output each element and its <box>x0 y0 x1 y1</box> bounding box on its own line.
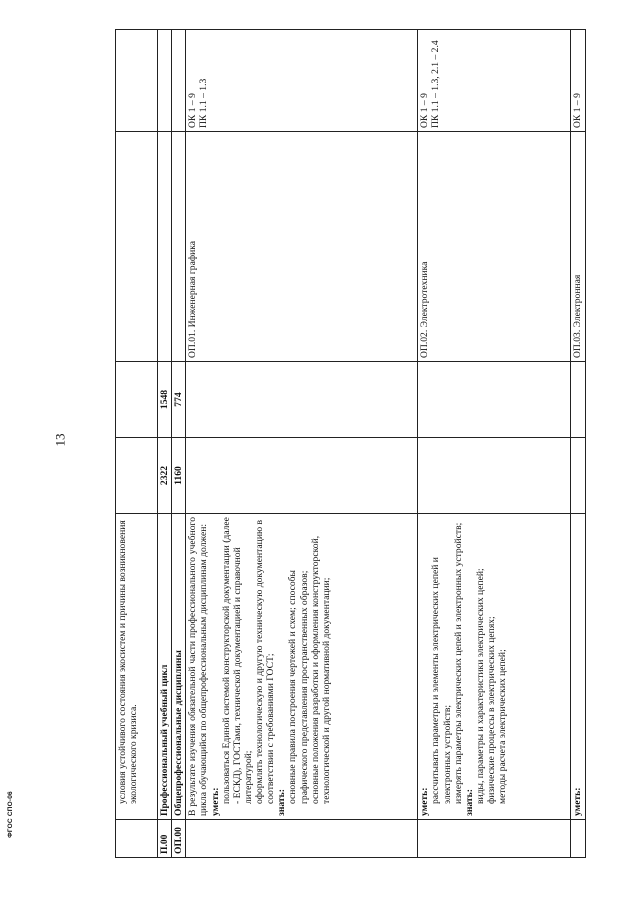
knowledge-item: основные положения разработки и оформления конструкторской, технологической и другой нормативной документации; <box>309 535 332 804</box>
max-load: 1160 <box>172 438 186 514</box>
knowledge-item: методы расчета электрических цепей; <box>497 649 509 804</box>
table-row <box>418 30 571 858</box>
cycle-title: Профессиональный учебный цикл <box>158 514 172 820</box>
skill-item: измерять параметры электрических цепей и электронных устройств; <box>452 522 464 804</box>
knowledge-item: физические процессы в электрических цепях; <box>486 616 497 804</box>
discipline-name: ОП.02. Электротехника <box>418 132 571 362</box>
footer-standard-code: ФГОС СПО-06 <box>6 790 14 838</box>
competencies: ОК 1 – 9 ПК 1.1 – 1.3, 2.1 – 2.4 <box>418 30 571 132</box>
competencies: ОК 1 – 9 ПК 1.1 – 1.3 <box>186 30 418 132</box>
skill-item: рассчитывать параметры и элементы электрических цепей и электронных устройств; <box>430 557 453 804</box>
table-row <box>172 30 186 858</box>
table-row <box>116 30 158 858</box>
umet-label: уметь: <box>419 787 431 816</box>
compulsory-load: 1548 <box>158 362 172 438</box>
skill-item: пользоваться Единой системой конструкторской документации (далее - ЕСКД), ГОСТами, технической документацией и справочной литературой; <box>220 517 254 804</box>
outcomes-intro: В результате изучения обязательной части профессионального учебного цикла обучающийся по общепрофессиональным дисциплинам должен: <box>187 517 210 816</box>
discipline-name: ОП.03. Электронная <box>571 132 586 362</box>
umet-label: уметь: <box>209 787 221 816</box>
page-number: 13 <box>52 433 67 447</box>
section-code: ОП.00 <box>172 820 186 858</box>
umet-label: уметь: <box>571 514 586 820</box>
curriculum-table <box>115 29 586 858</box>
table-row <box>571 30 586 858</box>
cycle-code: П.00 <box>158 820 172 858</box>
curriculum-table-wrapper <box>115 30 584 858</box>
max-load: 2322 <box>158 438 172 514</box>
knowledge-item: основные правила построения чертежей и схем; способы графического представления пространственных образов; <box>287 570 310 804</box>
learning-outcomes <box>186 514 418 820</box>
skill-item: оформлять технологическую и другую техническую документацию в соответствии с требованиями ГОСТ; <box>254 519 277 804</box>
section-title: Общепрофессиональные дисциплины <box>172 514 186 820</box>
table-row <box>186 30 418 858</box>
znat-label: знать: <box>276 789 288 816</box>
competencies: ОК 1 – 9 <box>571 30 586 132</box>
compulsory-load: 774 <box>172 362 186 438</box>
ecology-continuation: условия устойчивого состояния экосистем и причины возникновения экологического кризиса. <box>116 514 158 820</box>
knowledge-item: виды, параметры и характеристики электрических цепей; <box>474 568 486 804</box>
learning-outcomes <box>418 514 571 820</box>
znat-label: знать: <box>463 789 475 816</box>
table-row <box>158 30 172 858</box>
discipline-name: ОП.01. Инженерная графика <box>186 132 418 362</box>
